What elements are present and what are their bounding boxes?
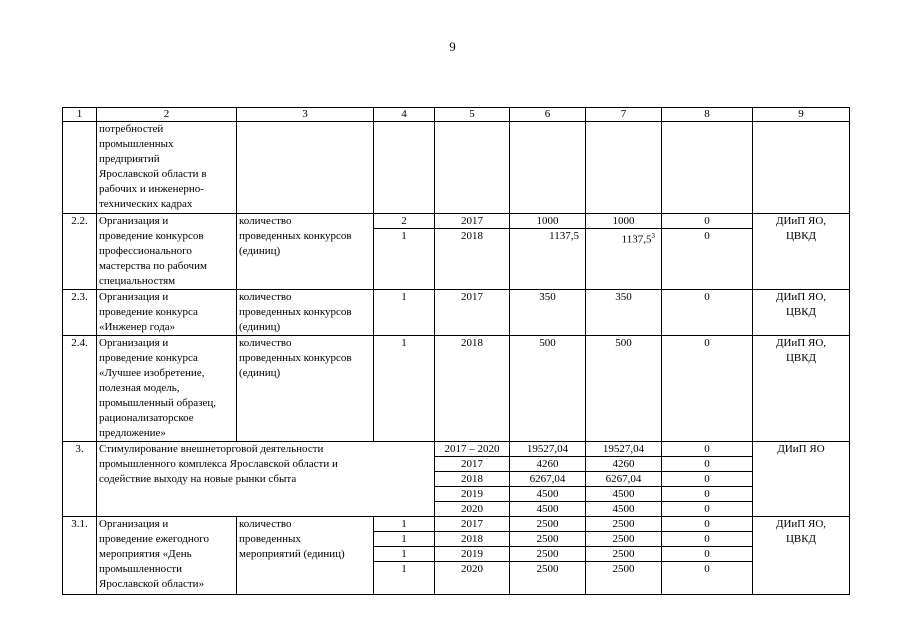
- table-row: [63, 122, 850, 214]
- row-indicator: количество проведенных конкурсов (единиц): [237, 290, 374, 336]
- col-header: 6: [510, 108, 586, 122]
- col-header: 4: [374, 108, 435, 122]
- cell-value-6: 4500: [510, 487, 586, 502]
- cell-value-8: 0: [662, 562, 753, 595]
- cell-value-8: 0: [662, 214, 753, 229]
- cell-value-7: [586, 229, 662, 290]
- col-header: 9: [753, 108, 850, 122]
- row-number: 2.2.: [63, 214, 97, 290]
- cell-value-8: 0: [662, 517, 753, 532]
- col-header: 7: [586, 108, 662, 122]
- cell-count: 1: [374, 290, 435, 336]
- cell-value-8: 0: [662, 487, 753, 502]
- cell-year: 2018: [435, 336, 510, 442]
- cell-value-8: 0: [662, 457, 753, 472]
- row-executor: ДИиП ЯО, ЦВКД: [753, 336, 850, 442]
- cell-count: 1: [374, 517, 435, 532]
- row-executor: ДИиП ЯО, ЦВКД: [753, 290, 850, 336]
- cell-value-6: 2500: [510, 517, 586, 532]
- row-executor: ДИиП ЯО, ЦВКД: [753, 214, 850, 290]
- cell-value-8: 0: [662, 472, 753, 487]
- cell-count: 1: [374, 532, 435, 547]
- cell-year: 2017: [435, 457, 510, 472]
- row-indicator: количество проведенных мероприятий (единиц): [237, 517, 374, 595]
- cell-value-7: 2500: [586, 517, 662, 532]
- cell-count: 1: [374, 336, 435, 442]
- cell-value-6: 1137,5: [510, 229, 586, 290]
- cell-value-6: 350: [510, 290, 586, 336]
- cell-value-8: 0: [662, 442, 753, 457]
- row-name-continuation: потребностей промышленных предприятий Ярославской области в рабочих и инженерно- технических кадрах: [97, 122, 237, 214]
- cell-year: 2019: [435, 487, 510, 502]
- cell-value-7: 350: [586, 290, 662, 336]
- cell-value-8: 0: [662, 532, 753, 547]
- table-row: [63, 214, 850, 229]
- cell-year: 2018: [435, 532, 510, 547]
- cell-year: 2020: [435, 562, 510, 595]
- row-executor: ДИиП ЯО, ЦВКД: [753, 517, 850, 595]
- cell-year: 2017 – 2020: [435, 442, 510, 457]
- cell-value-8: 0: [662, 290, 753, 336]
- table-row: [63, 517, 850, 532]
- cell-value-6: 2500: [510, 532, 586, 547]
- header-row: [63, 108, 850, 122]
- row-indicator: количество проведенных конкурсов (единиц): [237, 336, 374, 442]
- footnote-mark: 3: [651, 232, 655, 240]
- cell-value-6: 1000: [510, 214, 586, 229]
- cell-value-8: 0: [662, 229, 753, 290]
- table-row: [63, 336, 850, 442]
- cell-year: 2017: [435, 517, 510, 532]
- row-number: 2.3.: [63, 290, 97, 336]
- col-header: 1: [63, 108, 97, 122]
- cell-count: 1: [374, 562, 435, 595]
- cell-value-8: 0: [662, 547, 753, 562]
- cell-value-6: 4260: [510, 457, 586, 472]
- cell-value-6: 2500: [510, 562, 586, 595]
- cell-value-7: 4500: [586, 487, 662, 502]
- row-name: Организация и проведение конкурсов профессионального мастерства по рабочим специальностям: [97, 214, 237, 290]
- row-executor: ДИиП ЯО: [753, 442, 850, 517]
- cell-value-6: 500: [510, 336, 586, 442]
- cell-value-7: 2500: [586, 562, 662, 595]
- cell-value-6: 2500: [510, 547, 586, 562]
- row-name: Организация и проведение ежегодного мероприятия «День промышленности Ярославской области»: [97, 517, 237, 595]
- cell-value-7: 500: [586, 336, 662, 442]
- cell-value-6: 6267,04: [510, 472, 586, 487]
- table-row: [63, 290, 850, 336]
- cell-value-6: 4500: [510, 502, 586, 517]
- col-header: 8: [662, 108, 753, 122]
- cell-value-7: 2500: [586, 547, 662, 562]
- cell-value-7: 6267,04: [586, 472, 662, 487]
- cell-year: 2019: [435, 547, 510, 562]
- value-text: 1137,5: [621, 233, 652, 246]
- col-header: 5: [435, 108, 510, 122]
- cell-year: 2018: [435, 229, 510, 290]
- cell-count: 2: [374, 214, 435, 229]
- cell-count: 1: [374, 229, 435, 290]
- col-header: 2: [97, 108, 237, 122]
- row-name: Организация и проведение конкурса «Инженер года»: [97, 290, 237, 336]
- cell-year: 2017: [435, 214, 510, 229]
- cell-value-7: 1000: [586, 214, 662, 229]
- cell-value-7: 4260: [586, 457, 662, 472]
- row-name: Организация и проведение конкурса «Лучшее изобретение, полезная модель, промышленный образец, рационализаторское предложение»: [97, 336, 237, 442]
- table-row: [63, 442, 850, 457]
- cell-count: 1: [374, 547, 435, 562]
- cell-value-7: 4500: [586, 502, 662, 517]
- cell-year: 2017: [435, 290, 510, 336]
- row-number: 3.1.: [63, 517, 97, 595]
- col-header: 3: [237, 108, 374, 122]
- program-table: [62, 107, 850, 595]
- cell-value-7: 19527,04: [586, 442, 662, 457]
- cell-year: 2018: [435, 472, 510, 487]
- row-indicator: количество проведенных конкурсов (единиц): [237, 214, 374, 290]
- cell-value-6: 19527,04: [510, 442, 586, 457]
- page-number: 9: [449, 39, 456, 54]
- row-number: 2.4.: [63, 336, 97, 442]
- cell-year: 2020: [435, 502, 510, 517]
- cell-value-8: 0: [662, 502, 753, 517]
- cell-value-8: 0: [662, 336, 753, 442]
- row-name: Стимулирование внешнеторговой деятельности промышленного комплекса Ярославской области и содействие выходу на новые рынки сбыта: [97, 442, 435, 517]
- cell-value-7: 2500: [586, 532, 662, 547]
- row-number: 3.: [63, 442, 97, 517]
